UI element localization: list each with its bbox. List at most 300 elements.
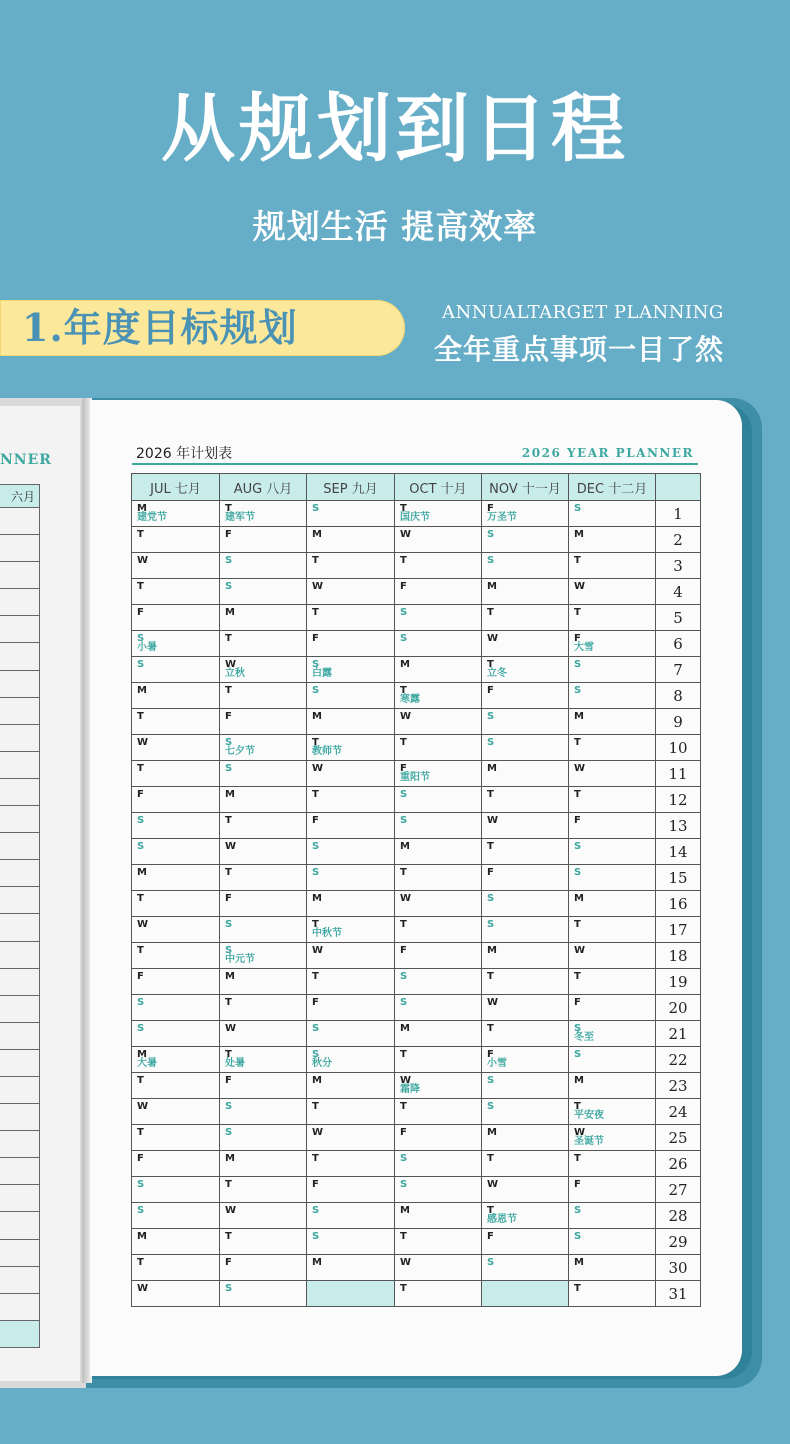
day-cell[interactable]: [132, 657, 220, 683]
day-cell[interactable]: [307, 553, 395, 579]
day-cell[interactable]: [482, 839, 569, 865]
weekday-letter: T: [137, 581, 144, 592]
day-cell[interactable]: [132, 787, 220, 813]
day-cell[interactable]: [482, 657, 569, 683]
weekday-letter: F: [400, 1127, 407, 1138]
day-cell[interactable]: [395, 501, 482, 527]
day-cell[interactable]: [307, 1125, 395, 1151]
day-cell[interactable]: [307, 813, 395, 839]
day-cell[interactable]: [395, 1177, 482, 1203]
day-cell[interactable]: [220, 1125, 307, 1151]
day-number: 21: [656, 1021, 701, 1047]
day-cell[interactable]: [132, 501, 220, 527]
weekday-letter: T: [574, 737, 581, 748]
day-cell[interactable]: [220, 735, 307, 761]
weekday-letter: T: [225, 867, 232, 878]
weekday-letter: S: [225, 763, 233, 774]
day-cell[interactable]: [482, 1073, 569, 1099]
day-cell[interactable]: [307, 1177, 395, 1203]
day-cell[interactable]: [220, 605, 307, 631]
left-page-row: [0, 887, 40, 914]
day-number: 4: [656, 579, 701, 605]
day-cell[interactable]: [569, 553, 656, 579]
planner-row: [132, 1255, 701, 1281]
day-cell[interactable]: [395, 865, 482, 891]
holiday-label: 七夕节: [225, 746, 255, 757]
day-number: 13: [656, 813, 701, 839]
day-cell[interactable]: [569, 1099, 656, 1125]
day-cell[interactable]: [307, 579, 395, 605]
day-cell[interactable]: [132, 1021, 220, 1047]
day-cell[interactable]: [395, 1099, 482, 1125]
day-cell[interactable]: [569, 1177, 656, 1203]
day-cell[interactable]: [132, 839, 220, 865]
weekday-letter: M: [400, 1023, 410, 1034]
day-cell[interactable]: [482, 1203, 569, 1229]
day-cell[interactable]: [569, 1021, 656, 1047]
planner-row: [132, 605, 701, 631]
day-cell[interactable]: [132, 1255, 220, 1281]
planner-row: [132, 969, 701, 995]
left-page-row: [0, 942, 40, 969]
weekday-letter: M: [312, 711, 322, 722]
day-cell[interactable]: [482, 969, 569, 995]
day-cell[interactable]: [132, 943, 220, 969]
day-cell[interactable]: [395, 1229, 482, 1255]
day-number: 28: [656, 1203, 701, 1229]
day-cell[interactable]: [132, 605, 220, 631]
day-cell[interactable]: [569, 891, 656, 917]
day-cell[interactable]: [307, 605, 395, 631]
day-cell[interactable]: [307, 761, 395, 787]
day-cell[interactable]: [569, 865, 656, 891]
weekday-letter: S: [574, 1205, 582, 1216]
left-page-row: [0, 1321, 40, 1348]
day-cell[interactable]: [220, 631, 307, 657]
weekday-letter: M: [225, 607, 235, 618]
day-cell[interactable]: [395, 1151, 482, 1177]
holiday-label: 霜降: [400, 1084, 420, 1095]
day-cell[interactable]: [569, 1203, 656, 1229]
day-cell[interactable]: [132, 1229, 220, 1255]
day-cell[interactable]: [569, 683, 656, 709]
day-number: 10: [656, 735, 701, 761]
day-cell[interactable]: [307, 735, 395, 761]
day-cell[interactable]: [220, 709, 307, 735]
planner-row: [132, 1125, 701, 1151]
day-cell[interactable]: [395, 631, 482, 657]
day-cell[interactable]: [132, 813, 220, 839]
day-cell[interactable]: [569, 1151, 656, 1177]
day-cell[interactable]: [569, 605, 656, 631]
day-cell[interactable]: [220, 1229, 307, 1255]
day-cell[interactable]: [395, 813, 482, 839]
day-cell[interactable]: [132, 995, 220, 1021]
weekday-letter: T: [225, 1231, 232, 1242]
day-cell[interactable]: [482, 813, 569, 839]
day-cell[interactable]: [132, 1125, 220, 1151]
day-cell[interactable]: [132, 527, 220, 553]
day-cell[interactable]: [482, 527, 569, 553]
planner-row: [132, 839, 701, 865]
holiday-label: 立秋: [225, 668, 245, 679]
weekday-letter: T: [487, 607, 494, 618]
day-cell[interactable]: [307, 683, 395, 709]
weekday-letter: S: [225, 1127, 233, 1138]
day-cell[interactable]: [307, 1281, 395, 1307]
day-cell[interactable]: [395, 527, 482, 553]
day-cell[interactable]: [482, 579, 569, 605]
day-cell[interactable]: [307, 1203, 395, 1229]
weekday-letter: T: [400, 1101, 407, 1112]
day-cell[interactable]: [395, 761, 482, 787]
day-cell[interactable]: [569, 839, 656, 865]
day-cell[interactable]: [482, 553, 569, 579]
weekday-letter: W: [487, 633, 499, 644]
day-cell[interactable]: [220, 1021, 307, 1047]
day-cell[interactable]: [220, 969, 307, 995]
weekday-letter: F: [225, 893, 232, 904]
day-cell[interactable]: [569, 1229, 656, 1255]
holiday-label: 冬至: [574, 1032, 594, 1043]
day-cell[interactable]: [307, 787, 395, 813]
day-cell[interactable]: [569, 995, 656, 1021]
day-cell[interactable]: [395, 605, 482, 631]
day-cell[interactable]: [220, 787, 307, 813]
day-cell[interactable]: [132, 1151, 220, 1177]
day-cell[interactable]: [395, 657, 482, 683]
day-cell[interactable]: [569, 1073, 656, 1099]
weekday-letter: F: [137, 971, 144, 982]
day-cell[interactable]: [220, 527, 307, 553]
day-cell[interactable]: [482, 943, 569, 969]
day-cell[interactable]: [569, 631, 656, 657]
weekday-letter: F: [312, 633, 319, 644]
holiday-label: 中秋节: [312, 928, 342, 939]
month-header: DEC 十二月: [569, 474, 656, 501]
holiday-label: 大雪: [574, 642, 594, 653]
weekday-letter: F: [225, 711, 232, 722]
day-cell[interactable]: [132, 579, 220, 605]
weekday-letter: T: [400, 555, 407, 566]
left-page-row: [0, 535, 40, 562]
left-page-row: [0, 589, 40, 616]
weekday-letter: T: [137, 529, 144, 540]
day-cell[interactable]: [569, 761, 656, 787]
day-cell[interactable]: [569, 709, 656, 735]
day-cell[interactable]: [482, 735, 569, 761]
day-cell[interactable]: [569, 501, 656, 527]
day-cell[interactable]: [220, 1151, 307, 1177]
day-cell[interactable]: [482, 683, 569, 709]
day-cell[interactable]: [569, 1047, 656, 1073]
day-cell[interactable]: [569, 657, 656, 683]
weekday-letter: S: [487, 1257, 495, 1268]
weekday-letter: F: [137, 789, 144, 800]
weekday-letter: T: [487, 789, 494, 800]
weekday-letter: W: [312, 763, 324, 774]
weekday-letter: S: [225, 555, 233, 566]
day-cell[interactable]: [220, 683, 307, 709]
weekday-letter: W: [225, 1023, 237, 1034]
day-cell[interactable]: [307, 969, 395, 995]
weekday-letter: T: [137, 763, 144, 774]
day-cell[interactable]: [220, 579, 307, 605]
holiday-label: 万圣节: [487, 512, 517, 523]
day-cell[interactable]: [132, 683, 220, 709]
day-cell[interactable]: [569, 527, 656, 553]
weekday-letter: S: [137, 1179, 145, 1190]
day-cell[interactable]: [132, 917, 220, 943]
day-cell[interactable]: [220, 1177, 307, 1203]
day-cell[interactable]: [307, 917, 395, 943]
weekday-letter: S: [400, 633, 408, 644]
day-cell[interactable]: [395, 553, 482, 579]
day-cell[interactable]: [395, 1203, 482, 1229]
day-cell[interactable]: [132, 631, 220, 657]
day-cell[interactable]: [395, 1125, 482, 1151]
weekday-letter: M: [574, 529, 584, 540]
day-cell[interactable]: [569, 917, 656, 943]
day-cell[interactable]: [395, 1047, 482, 1073]
weekday-letter: S: [574, 685, 582, 696]
weekday-letter: M: [225, 971, 235, 982]
day-cell[interactable]: [395, 683, 482, 709]
day-cell[interactable]: [307, 1229, 395, 1255]
weekday-letter: T: [312, 1153, 319, 1164]
day-cell[interactable]: [220, 553, 307, 579]
day-cell[interactable]: [395, 1281, 482, 1307]
weekday-letter: W: [137, 1283, 149, 1294]
holiday-label: 圣诞节: [574, 1136, 604, 1147]
day-cell[interactable]: [307, 631, 395, 657]
day-cell[interactable]: [132, 1281, 220, 1307]
day-cell[interactable]: [132, 1203, 220, 1229]
weekday-letter: S: [137, 997, 145, 1008]
day-cell[interactable]: [482, 1255, 569, 1281]
weekday-letter: S: [574, 1231, 582, 1242]
day-cell[interactable]: [482, 787, 569, 813]
weekday-letter: S: [312, 1049, 320, 1060]
day-cell[interactable]: [395, 1255, 482, 1281]
day-cell[interactable]: [132, 553, 220, 579]
day-cell[interactable]: [307, 1255, 395, 1281]
day-cell[interactable]: [569, 943, 656, 969]
left-page-row: [0, 1240, 40, 1267]
left-page-row: [0, 1158, 40, 1185]
day-cell[interactable]: [132, 865, 220, 891]
day-cell[interactable]: [307, 1099, 395, 1125]
day-number: 25: [656, 1125, 701, 1151]
day-cell[interactable]: [220, 995, 307, 1021]
weekday-letter: M: [312, 529, 322, 540]
day-cell[interactable]: [220, 761, 307, 787]
planner-row: [132, 1047, 701, 1073]
weekday-letter: W: [137, 737, 149, 748]
day-cell[interactable]: [395, 969, 482, 995]
day-cell[interactable]: [395, 735, 482, 761]
day-cell[interactable]: [482, 917, 569, 943]
day-cell[interactable]: [307, 501, 395, 527]
planner-row: [132, 553, 701, 579]
weekday-letter: S: [225, 737, 233, 748]
day-cell[interactable]: [482, 1099, 569, 1125]
weekday-letter: W: [137, 919, 149, 930]
day-cell[interactable]: [569, 813, 656, 839]
weekday-letter: S: [137, 633, 145, 644]
day-cell[interactable]: [132, 1099, 220, 1125]
day-cell[interactable]: [307, 1047, 395, 1073]
day-cell[interactable]: [395, 891, 482, 917]
day-cell[interactable]: [132, 969, 220, 995]
day-cell[interactable]: [482, 709, 569, 735]
year-planner-table: [131, 473, 701, 1307]
weekday-letter: M: [225, 1153, 235, 1164]
day-cell[interactable]: [307, 527, 395, 553]
day-cell[interactable]: [307, 1021, 395, 1047]
weekday-letter: T: [312, 737, 319, 748]
day-cell[interactable]: [220, 917, 307, 943]
month-header: SEP 九月: [307, 474, 395, 501]
left-page-grid: [0, 484, 40, 1348]
weekday-letter: W: [225, 659, 237, 670]
day-cell[interactable]: [395, 1073, 482, 1099]
day-cell[interactable]: [220, 891, 307, 917]
weekday-letter: T: [400, 1049, 407, 1060]
day-cell[interactable]: [220, 501, 307, 527]
day-number: 11: [656, 761, 701, 787]
left-page-row: [0, 1212, 40, 1239]
day-cell[interactable]: [220, 1203, 307, 1229]
day-cell[interactable]: [132, 735, 220, 761]
weekday-letter: S: [137, 1205, 145, 1216]
day-cell[interactable]: [569, 787, 656, 813]
day-cell[interactable]: [220, 943, 307, 969]
day-cell[interactable]: [132, 761, 220, 787]
day-cell[interactable]: [482, 1177, 569, 1203]
day-number: 19: [656, 969, 701, 995]
day-cell[interactable]: [482, 1281, 569, 1307]
month-header: OCT 十月: [395, 474, 482, 501]
day-cell[interactable]: [220, 1255, 307, 1281]
weekday-letter: T: [487, 1023, 494, 1034]
day-cell[interactable]: [220, 1099, 307, 1125]
weekday-letter: S: [400, 997, 408, 1008]
day-cell[interactable]: [307, 891, 395, 917]
day-cell[interactable]: [307, 1151, 395, 1177]
day-cell[interactable]: [395, 943, 482, 969]
day-cell[interactable]: [307, 865, 395, 891]
holiday-label: 建党节: [137, 512, 167, 523]
day-cell[interactable]: [132, 891, 220, 917]
weekday-letter: T: [487, 841, 494, 852]
day-cell[interactable]: [482, 631, 569, 657]
day-cell[interactable]: [132, 1073, 220, 1099]
day-cell[interactable]: [395, 787, 482, 813]
weekday-letter: T: [400, 1231, 407, 1242]
day-cell[interactable]: [395, 995, 482, 1021]
day-number: 16: [656, 891, 701, 917]
page-title: 从规划到日程: [161, 86, 629, 172]
day-cell[interactable]: [307, 995, 395, 1021]
day-cell[interactable]: [220, 865, 307, 891]
day-cell[interactable]: [569, 1255, 656, 1281]
day-cell[interactable]: [220, 813, 307, 839]
day-cell[interactable]: [395, 579, 482, 605]
day-cell[interactable]: [307, 1073, 395, 1099]
day-cell[interactable]: [482, 605, 569, 631]
day-cell[interactable]: [482, 1151, 569, 1177]
day-cell[interactable]: [395, 839, 482, 865]
left-page: [0, 398, 86, 1388]
day-number: 6: [656, 631, 701, 657]
day-cell[interactable]: [482, 1229, 569, 1255]
day-cell[interactable]: [307, 943, 395, 969]
day-cell[interactable]: [482, 1047, 569, 1073]
weekday-letter: T: [487, 1205, 494, 1216]
left-page-row: [0, 1050, 40, 1077]
day-cell[interactable]: [132, 1047, 220, 1073]
planner-row: [132, 917, 701, 943]
day-cell[interactable]: [569, 969, 656, 995]
weekday-letter: S: [574, 659, 582, 670]
day-cell[interactable]: [482, 1021, 569, 1047]
left-page-paper: [0, 406, 80, 1381]
planner-row: [132, 943, 701, 969]
day-cell[interactable]: [220, 1073, 307, 1099]
day-cell[interactable]: [307, 657, 395, 683]
weekday-letter: F: [400, 581, 407, 592]
day-cell[interactable]: [395, 917, 482, 943]
day-cell[interactable]: [132, 1177, 220, 1203]
day-cell[interactable]: [220, 1281, 307, 1307]
weekday-letter: F: [137, 1153, 144, 1164]
weekday-letter: S: [400, 1153, 408, 1164]
weekday-letter: S: [487, 1075, 495, 1086]
day-number-header: [656, 474, 701, 501]
day-cell[interactable]: [482, 501, 569, 527]
day-cell[interactable]: [482, 891, 569, 917]
weekday-letter: M: [137, 1049, 147, 1060]
day-cell[interactable]: [482, 761, 569, 787]
day-cell[interactable]: [220, 657, 307, 683]
month-header: NOV 十一月: [482, 474, 569, 501]
day-cell[interactable]: [307, 709, 395, 735]
day-cell[interactable]: [569, 1281, 656, 1307]
weekday-letter: T: [574, 555, 581, 566]
day-cell[interactable]: [220, 839, 307, 865]
day-cell[interactable]: [569, 1125, 656, 1151]
day-cell[interactable]: [395, 709, 482, 735]
planner-title-en: 2026 YEAR PLANNER: [521, 446, 694, 460]
day-cell[interactable]: [569, 735, 656, 761]
weekday-letter: S: [574, 867, 582, 878]
day-cell[interactable]: [395, 1021, 482, 1047]
day-cell[interactable]: [482, 995, 569, 1021]
day-cell[interactable]: [132, 709, 220, 735]
weekday-letter: T: [574, 919, 581, 930]
weekday-letter: F: [137, 607, 144, 618]
day-cell[interactable]: [482, 1125, 569, 1151]
day-cell[interactable]: [569, 579, 656, 605]
weekday-letter: T: [225, 633, 232, 644]
day-cell[interactable]: [307, 839, 395, 865]
weekday-letter: S: [574, 1049, 582, 1060]
day-cell[interactable]: [220, 1047, 307, 1073]
day-cell[interactable]: [482, 865, 569, 891]
weekday-letter: M: [137, 503, 147, 514]
weekday-letter: S: [225, 945, 233, 956]
